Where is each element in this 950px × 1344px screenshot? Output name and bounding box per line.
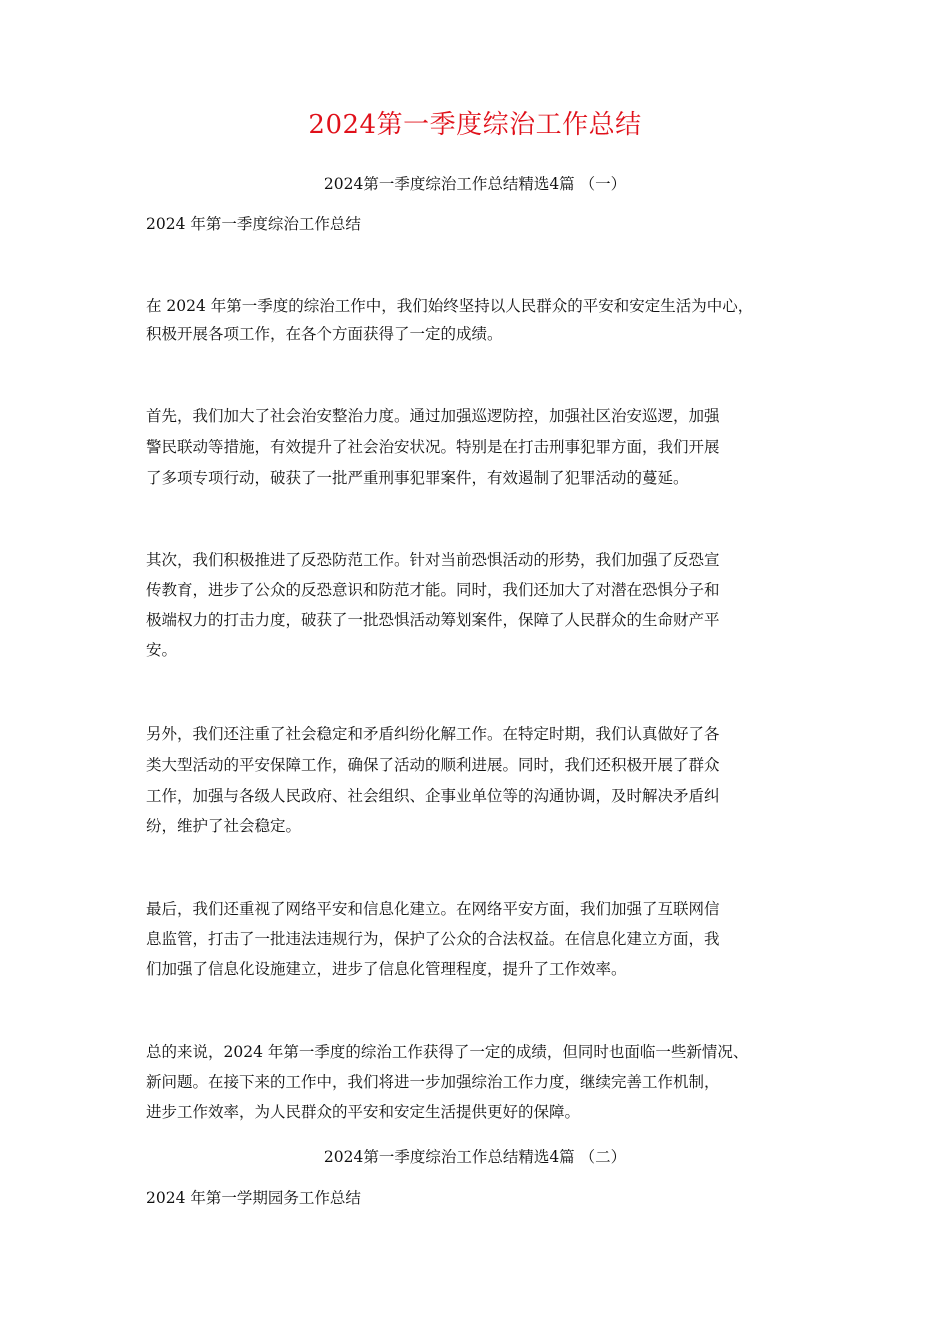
paragraph-line: 进步工作效率，为人民群众的平安和安定生活提供更好的保障。 [146,1103,581,1121]
paragraph-line: 最后，我们还重视了网络平安和信息化建立。在网络平安方面，我们加强了互联网信 [146,900,720,918]
paragraph-line: 了多项专项行动，破获了一批严重刑事犯罪案件，有效遏制了犯罪活动的蔓延。 [146,469,689,487]
section-1-subtitle: 2024 年第一季度综治工作总结 [146,215,361,233]
section-2-subtitle: 2024 年第一学期园务工作总结 [146,1189,361,1207]
paragraph-line: 极端权力的打击力度，破获了一批恐惧活动筹划案件，保障了人民群众的生命财产平 [146,611,720,629]
paragraph-line: 积极开展各项工作，在各个方面获得了一定的成绩。 [146,325,503,343]
section-1-heading: 2024第一季度综治工作总结精选4篇 （一） [323,175,627,193]
paragraph-line: 首先，我们加大了社会治安整治力度。通过加强巡逻防控，加强社区治安巡逻，加强 [146,407,720,425]
paragraph-line: 纷，维护了社会稳定。 [146,817,302,835]
paragraph-line: 警民联动等措施，有效提升了社会治安状况。特别是在打击刑事犯罪方面，我们开展 [146,438,720,456]
paragraph-line: 其次，我们积极推进了反恐防范工作。针对当前恐惧活动的形势，我们加强了反恐宣 [146,551,720,569]
paragraph-line: 们加强了信息化设施建立，进步了信息化管理程度，提升了工作效率。 [146,960,627,978]
paragraph-line: 安。 [146,641,178,659]
paragraph-line: 工作，加强与各级人民政府、社会组织、企事业单位等的沟通协调，及时解决矛盾纠 [146,787,720,805]
paragraph-line: 总的来说，2024 年第一季度的综治工作获得了一定的成绩，但同时也面临一些新情况、 [146,1043,749,1061]
document-title: 2024第一季度综治工作总结 [308,110,642,140]
paragraph-line: 类大型活动的平安保障工作，确保了活动的顺利进展。同时，我们还积极开展了群众 [146,756,720,774]
section-2-heading: 2024第一季度综治工作总结精选4篇 （二） [323,1148,627,1166]
paragraph-line: 在 2024 年第一季度的综治工作中，我们始终坚持以人民群众的平安和安定生活为中心， [146,297,754,315]
paragraph-line: 新问题。在接下来的工作中，我们将进一步加强综治工作力度，继续完善工作机制， [146,1073,720,1091]
paragraph-line: 另外，我们还注重了社会稳定和矛盾纠纷化解工作。在特定时期，我们认真做好了各 [146,725,720,743]
paragraph-line: 传教育，进步了公众的反恐意识和防范才能。同时，我们还加大了对潜在恐惧分子和 [146,581,720,599]
paragraph-line: 息监管，打击了一批违法违规行为，保护了公众的合法权益。在信息化建立方面，我 [146,930,720,948]
